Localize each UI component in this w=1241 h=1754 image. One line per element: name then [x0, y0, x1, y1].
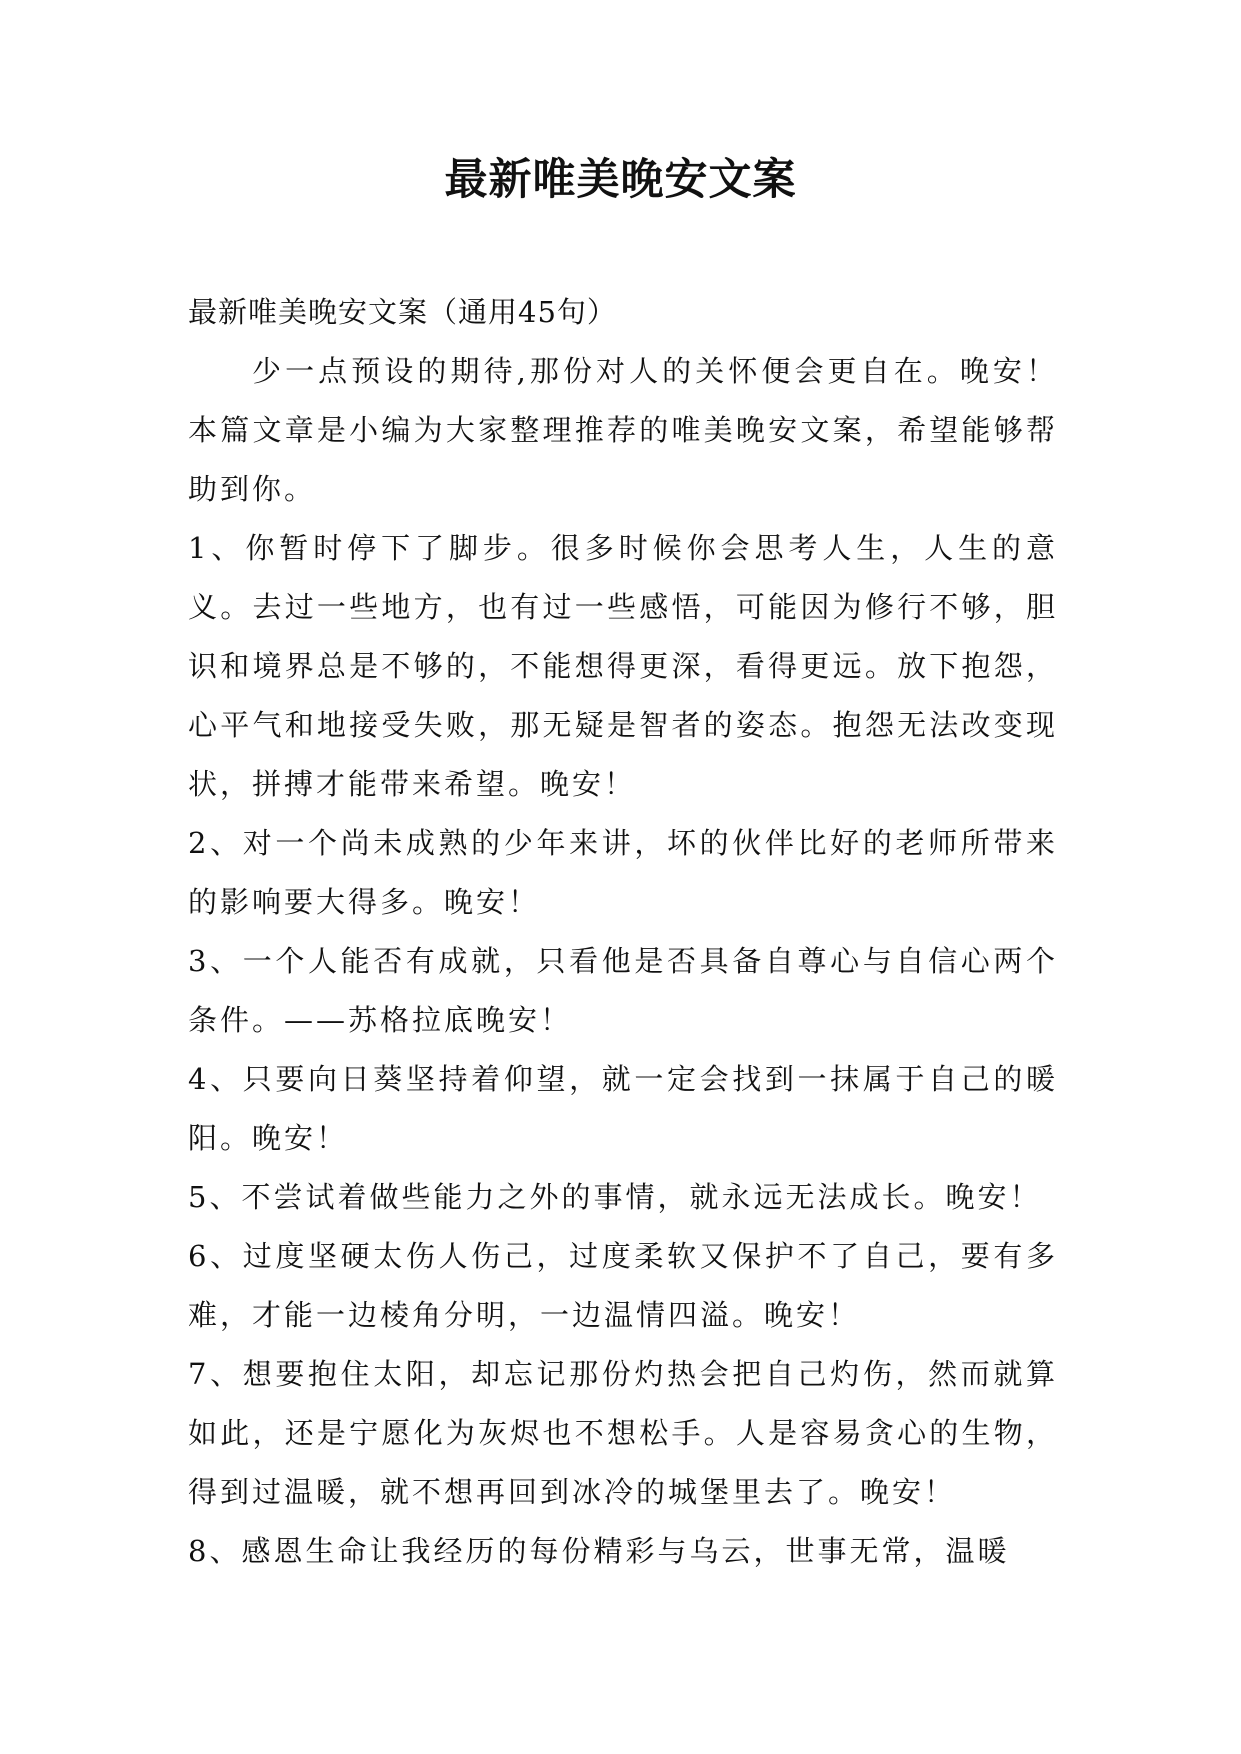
list-item: 5、不尝试着做些能力之外的事情，就永远无法成长。晚安！: [188, 1180, 1042, 1214]
list-item: 6、过度坚硬太伤人伤己，过度柔软又保护不了自己，要有多难，才能一边棱角分明，一边温情四溢。晚安！: [188, 1239, 1058, 1332]
document-title: 最新唯美晚安文案: [444, 155, 797, 205]
list-item: 3、一个人能否有成就，只看他是否具备自尊心与自信心两个条件。——苏格拉底晚安！: [188, 944, 1058, 1037]
intro-paragraph: 少一点预设的期待,那份对人的关怀便会更自在。晚安！本篇文章是小编为大家整理推荐的唯美晚安文案，希望能够帮助到你。: [188, 354, 1058, 506]
list-item: 2、对一个尚未成熟的少年来讲，坏的伙伴比好的老师所带来的影响要大得多。晚安！: [188, 826, 1058, 919]
document-body: [188, 283, 1058, 1581]
list-item: 1、你暂时停下了脚步。很多时候你会思考人生，人生的意义。去过一些地方，也有过一些感悟，可能因为修行不够，胆识和境界总是不够的，不能想得更深，看得更远。放下抱怨，心平气和地接受失败，那无疑是智者的姿态。抱怨无法改变现状，拼搏才能带来希望。晚安！: [188, 531, 1058, 801]
list-item: 4、只要向日葵坚持着仰望，就一定会找到一抹属于自己的暖阳。晚安！: [188, 1062, 1058, 1155]
document-subtitle: 最新唯美晚安文案（通用45句）: [188, 295, 617, 329]
list-item: 7、想要抱住太阳，却忘记那份灼热会把自己灼伤，然而就算如此，还是宁愿化为灰烬也不想松手。人是容易贪心的生物，得到过温暖，就不想再回到冰冷的城堡里去了。晚安！: [188, 1357, 1058, 1509]
list-item: 8、感恩生命让我经历的每份精彩与乌云，世事无常，温暖: [188, 1534, 1010, 1568]
